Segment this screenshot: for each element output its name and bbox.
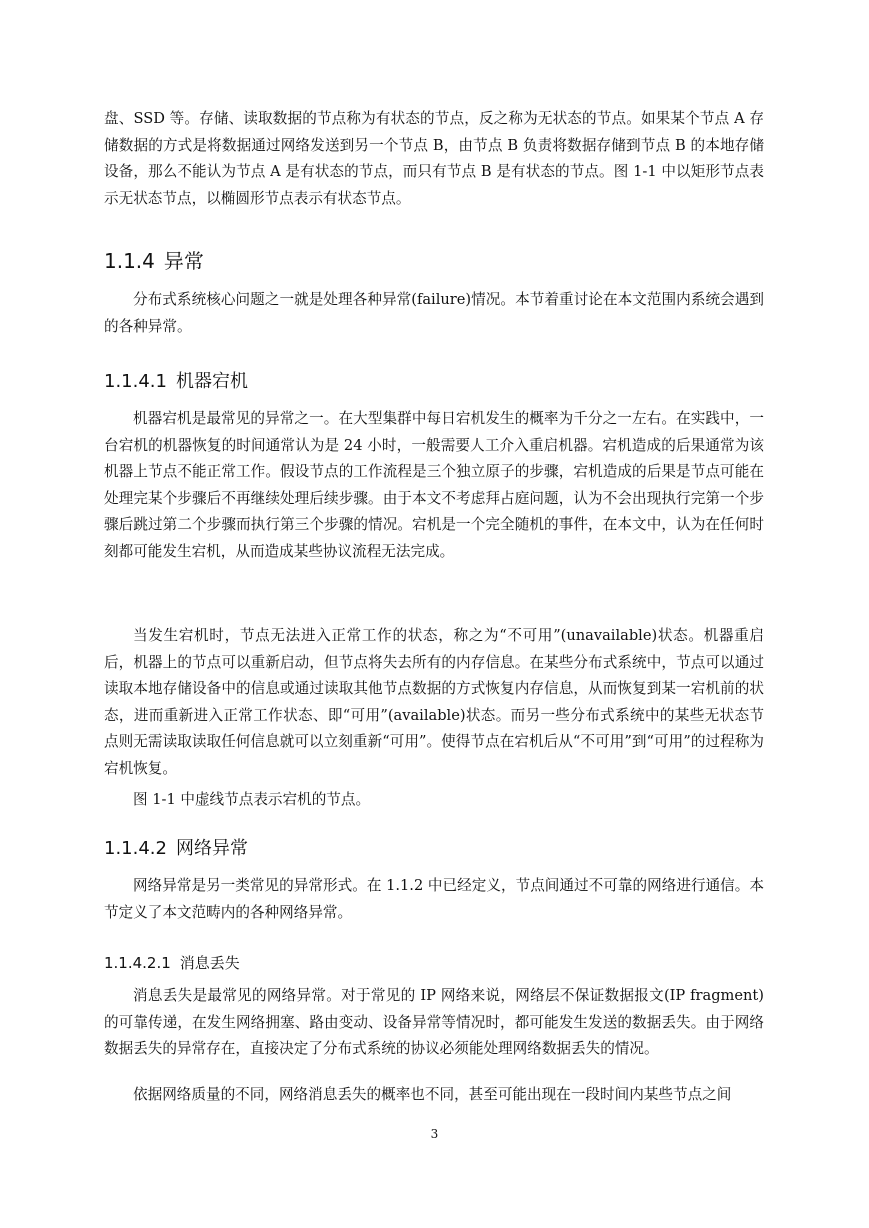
paragraph-machine-crash: 机器宕机是最常见的异常之一。在大型集群中每日宕机发生的概率为千分之一左右。在实践中，一台宕机的机器恢复的时间通常认为是 24 小时，一般需要人工介入重启机器。宕机造成的后果通常为该机器上节点不能正常工作。假设节点的工作流程是三个独立原子的步骤，宕机造成的后果是节点可能在处理完某个步骤后不再继续处理后续步骤。由于本文不考虑拜占庭问题，认为不会出现执行完第一个步骤后跳过第二个步骤而执行第三个步骤的情况。宕机是一个完全随机的事件，在本文中，认为在任何时刻都可能发生宕机，从而造成某些协议流程无法完成。 (104, 410, 764, 560)
section-number: 1.1.4.2.1 (104, 954, 171, 972)
page-number: 3 (430, 1127, 439, 1141)
section-number: 1.1.4.2 (104, 838, 167, 859)
section-heading-1-1-4-2-1 (104, 952, 240, 973)
section-title: 网络异常 (175, 838, 248, 859)
paragraph-message-loss: 消息丢失是最常见的网络异常。对于常见的 IP 网络来说，网络层不保证数据报文(IP fragment)的可靠传递，在发生网络拥塞、路由变动、设备异常等情况时，都可能发生发送的数据丢失。由于网络数据丢失的异常存在，直接决定了分布式系统的协议必须能处理网络数据丢失的情况。 (104, 987, 764, 1057)
paragraph-figure-note: 图 1-1 中虚线节点表示宕机的节点。 (133, 791, 371, 808)
paragraph-loss-probability: 依据网络质量的不同，网络消息丢失的概率也不同，甚至可能出现在一段时间内某些节点之间 (133, 1086, 732, 1103)
section-heading-1-1-4-1 (104, 367, 248, 393)
paragraph-network-failure: 网络异常是另一类常见的异常形式。在 1.1.2 中已经定义，节点间通过不可靠的网络进行通信。本节定义了本文范畴内的各种网络异常。 (104, 877, 764, 921)
section-title: 机器宕机 (175, 371, 248, 392)
section-title: 异常 (163, 249, 204, 273)
paragraph-failure-intro: 分布式系统核心问题之一就是处理各种异常(failure)情况。本节着重讨论在本文范围内系统会遇到的各种异常。 (104, 291, 764, 335)
section-heading-1-1-4 (104, 245, 204, 274)
section-title: 消息丢失 (179, 954, 240, 972)
section-number: 1.1.4 (104, 249, 155, 273)
paragraph-crash-recovery: 当发生宕机时，节点无法进入正常工作的状态，称之为“不可用”(unavailable)状态。机器重启后，机器上的节点可以重新启动，但节点将失去所有的内存信息。在某些分布式系统中，节点可以通过读取本地存储设备中的信息或通过读取其他节点数据的方式恢复内存信息，从而恢复到某一宕机前的状态，进而重新进入正常工作状态、即“可用”(available)状态。而另一些分布式系统中的某些无状态节点则无需读取读取任何信息就可以立刻重新“可用”。使得节点在宕机后从“不可用”到“可用”的过程称为宕机恢复。 (104, 627, 764, 777)
paragraph-stateful-nodes: 盘、SSD 等。存储、读取数据的节点称为有状态的节点，反之称为无状态的节点。如果某个节点 A 存储数据的方式是将数据通过网络发送到另一个节点 B，由节点 B 负责将数据存储到节点 B 的本地存储设备，那么不能认为节点 A 是有状态的节点，而只有节点 B 是有状态的节点。图 1-1 中以矩形节点表示无状态节点，以椭圆形节点表示有状态节点。 (104, 110, 764, 207)
section-number: 1.1.4.1 (104, 371, 167, 392)
section-heading-1-1-4-2 (104, 834, 248, 860)
